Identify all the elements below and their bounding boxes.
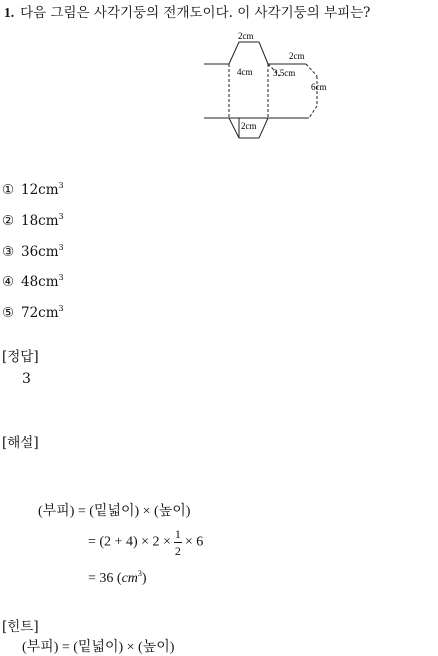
calc-part-1: = (2 + 4) × 2 × xyxy=(88,534,171,550)
choice-marker: ③ xyxy=(2,244,15,260)
net-edge xyxy=(229,118,239,138)
choice-marker: ① xyxy=(2,182,15,198)
fraction-denominator: 2 xyxy=(174,544,181,558)
net-edge xyxy=(259,118,268,138)
choice-3[interactable] xyxy=(2,243,64,260)
net-edge xyxy=(229,42,239,64)
choice-marker: ⑤ xyxy=(2,305,15,321)
choice-5[interactable] xyxy=(2,304,64,321)
result-value: = 36 xyxy=(88,571,114,586)
volume-term: (부피) xyxy=(38,504,75,519)
label-top: 2cm xyxy=(238,31,254,41)
choice-1[interactable] xyxy=(2,181,64,198)
explanation-label: [해설] xyxy=(2,435,39,451)
explanation-line-1 xyxy=(38,500,190,520)
prism-net-figure xyxy=(196,28,346,140)
choice-exponent: 3 xyxy=(58,273,64,282)
choice-value: 18cm xyxy=(21,213,59,229)
choice-4[interactable] xyxy=(2,273,64,290)
hint-label: [힌트] xyxy=(2,619,39,635)
result-unit: cm xyxy=(121,571,138,586)
label-middle2: 3.5cm xyxy=(273,68,296,78)
label-right-top: 2cm xyxy=(289,51,305,61)
question-text: 다음 그림은 사각기둥의 전개도이다. 이 사각기둥의 부피는? xyxy=(20,5,371,21)
net-fold-line xyxy=(306,64,317,76)
result-exponent: 3 xyxy=(137,569,142,578)
label-middle: 4cm xyxy=(237,67,253,77)
calc-part-2: × 6 xyxy=(184,534,204,550)
answer-label: [정답] xyxy=(2,349,39,365)
fraction-half xyxy=(174,528,182,557)
choice-marker: ④ xyxy=(2,274,15,290)
choice-exponent: 3 xyxy=(58,304,64,313)
choice-value: 72cm xyxy=(21,305,59,321)
net-edge xyxy=(259,42,268,64)
answer-value: 3 xyxy=(22,371,31,387)
question-number: 1. xyxy=(4,5,15,20)
net-fold-line xyxy=(309,106,317,118)
explanation-line-3: = 36 $(cm^3)$ xyxy=(88,569,147,586)
explanation-line-2 xyxy=(88,528,203,557)
label-right: 6cm xyxy=(311,82,327,92)
fraction-numerator: 1 xyxy=(174,527,181,541)
choice-exponent: 3 xyxy=(58,181,64,190)
choice-2[interactable] xyxy=(2,212,64,229)
choice-value: 48cm xyxy=(21,274,59,290)
hint-text: (부피) = (밑넓이) × (높이) xyxy=(22,640,175,655)
choice-value: 36cm xyxy=(21,244,59,260)
choice-exponent: 3 xyxy=(58,212,64,221)
question-title xyxy=(4,1,370,21)
choice-value: 12cm xyxy=(21,182,59,198)
choice-exponent: 3 xyxy=(58,243,64,252)
choice-marker: ② xyxy=(2,213,15,229)
formula-rhs: = (밑넓이) × (높이) xyxy=(77,504,191,519)
label-bottom: 2cm xyxy=(241,121,257,131)
